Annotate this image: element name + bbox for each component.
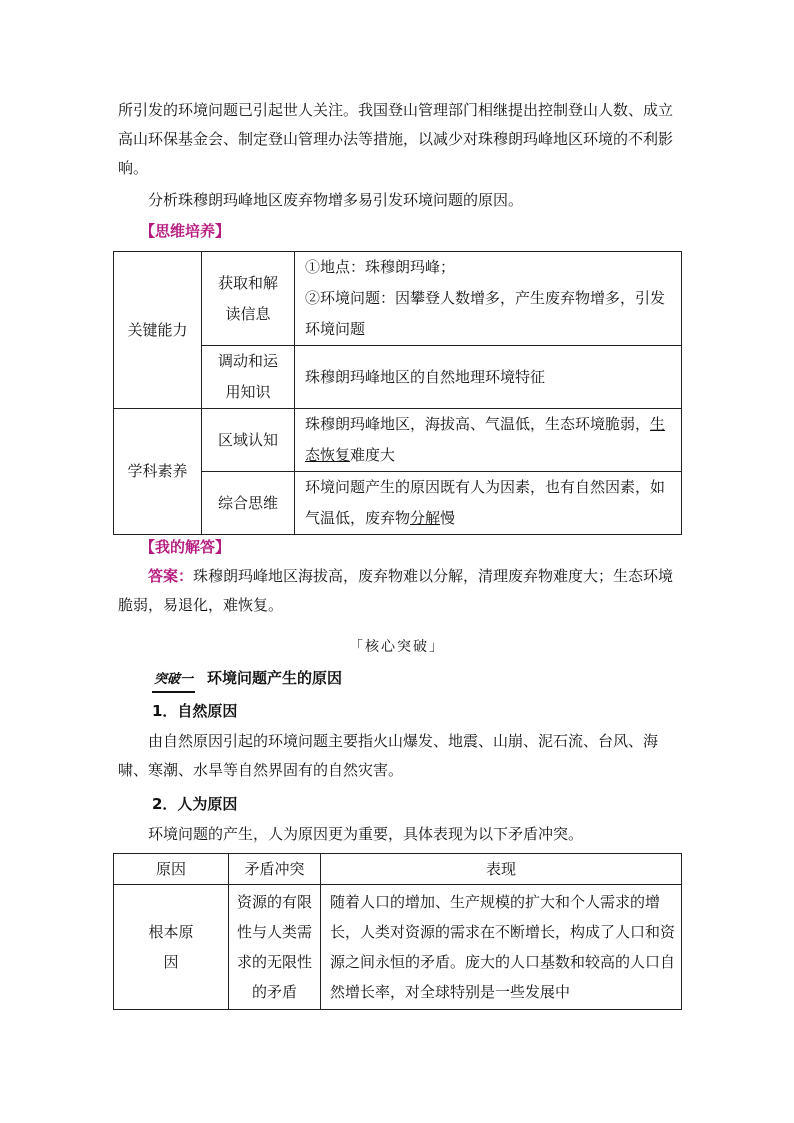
header-manifestation: 表现 [321, 854, 682, 885]
row1-detail: 随着人口的增加、生产规模的扩大和个人需求的增长，人类对资源的需求在不断增长，构成了人口和资源之间永恒的矛盾。庞大的人口基数和较高的人口自然增长率，对全球特别是一些发展中 [321, 885, 682, 1010]
header-reason: 原因 [114, 854, 229, 885]
detail-text: 珠穆朗玛峰地区，海拔高、气温低，生态环境脆弱， [305, 415, 651, 433]
detail-line-1: ①地点：珠穆朗玛峰； [305, 258, 456, 276]
answer-label: 【我的解答】 [140, 538, 231, 556]
breakthrough-heading [152, 667, 342, 693]
human-paragraph: 环境问题的产生，人为原因更为重要，具体表现为以下矛盾冲突。 [148, 825, 584, 843]
thinking-label: 【思维培养】 [140, 222, 231, 240]
answer-paragraph [118, 562, 680, 620]
detail-text-end: 慢 [440, 509, 456, 527]
detail-text: 环境问题产生的原因既有人为因素，也有自然因素，如气温低，废弃物 [305, 478, 666, 527]
underlined-text: 分解 [410, 509, 441, 527]
detail-text-end: 难度大 [350, 446, 396, 464]
thinking-table [113, 251, 682, 535]
item-integrated-thinking: 综合思维 [202, 472, 295, 535]
underlined-text: 生态 [305, 415, 666, 464]
item-apply-knowledge: 调动和运用知识 [202, 346, 295, 409]
heading-human: 2．人为原因 [152, 795, 238, 813]
detail-acquire-info [295, 252, 682, 346]
row1-reason: 根本原因 [114, 885, 229, 1010]
answer-prefix: 答案： [148, 567, 194, 585]
header-conflict: 矛盾冲突 [229, 854, 321, 885]
underlined-text-2: 恢复 [320, 446, 351, 464]
group-subject-literacy: 学科素养 [114, 409, 202, 535]
detail-apply-knowledge: 珠穆朗玛峰地区的自然地理环境特征 [295, 346, 682, 409]
section-title: 「核心突破」 [349, 639, 445, 655]
answer-text: 珠穆朗玛峰地区海拔高，废弃物难以分解，清理废弃物难度大；生态环境脆弱，易退化，难恢复。 [118, 567, 674, 614]
detail-integrated-thinking [295, 472, 682, 535]
row1-conflict: 资源的有限性与人类需求的无限性的矛盾 [229, 885, 321, 1010]
causes-table [113, 853, 682, 1010]
group-key-ability: 关键能力 [114, 252, 202, 409]
breakthrough-badge: 突破一 [152, 669, 195, 693]
detail-regional-cognition [295, 409, 682, 472]
heading-natural: 1．自然原因 [152, 702, 238, 720]
breakthrough-title: 环境问题产生的原因 [207, 669, 343, 687]
natural-paragraph: 由自然原因引起的环境问题主要指火山爆发、地震、山崩、泥石流、台风、海啸、寒潮、水旱等自然界固有的自然灾害。 [118, 732, 659, 779]
detail-line-2: ②环境问题：因攀登人数增多，产生废弃物增多，引发环境问题 [305, 289, 666, 338]
item-acquire-info: 获取和解读信息 [202, 252, 295, 346]
question-paragraph: 分析珠穆朗玛峰地区废弃物增多易引发环境问题的原因。 [148, 191, 524, 209]
item-regional-cognition: 区域认知 [202, 409, 295, 472]
intro-paragraph: 所引发的环境问题已引起世人关注。我国登山管理部门相继提出控制登山人数、成立高山环保基金会、制定登山管理办法等措施，以减少对珠穆朗玛峰地区环境的不利影响。 [118, 101, 674, 177]
